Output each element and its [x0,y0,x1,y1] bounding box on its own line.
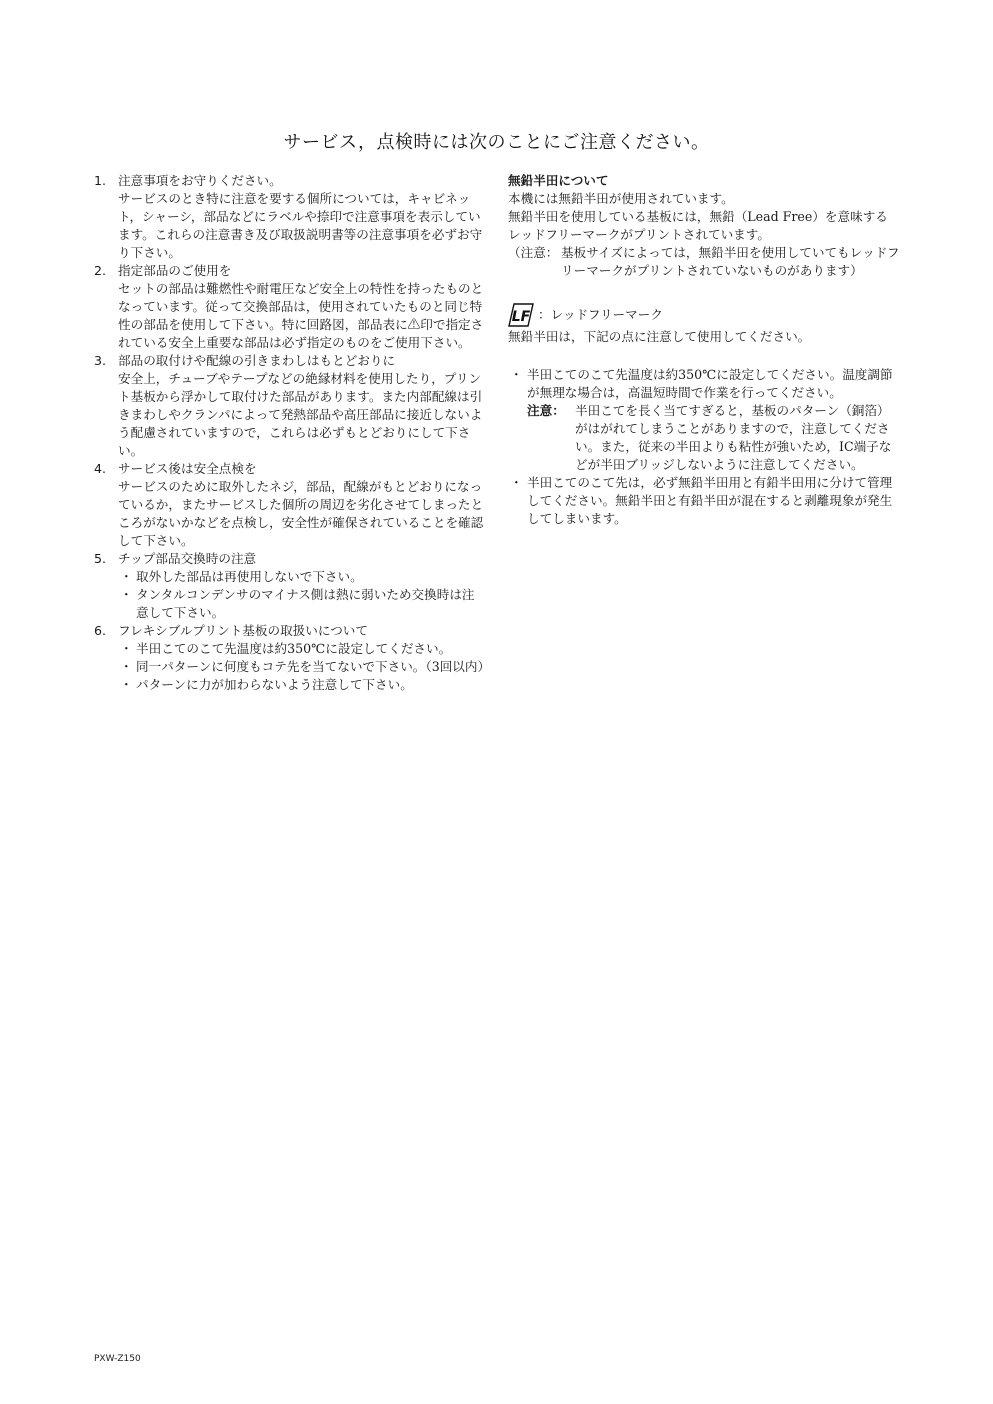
item-heading: サービス後は安全点検を [118,461,257,476]
list-item-5 [94,550,486,622]
left-column [94,172,491,694]
list-item-2 [94,262,486,352]
item-body: セットの部品は難燃性や耐電圧など安全上の特性を持ったものとなっています。従って交換部品は，使用されていたものと同じ特性の部品を使用して下さい。特に回路図，部品表に⚠印で指定されている安全上重要な部品は必ず指定のものをご使用下さい。 [118,281,484,350]
paragraph: 無鉛半田は，下記の点に注意して使用してください。 [508,329,811,344]
bullet-item: ・ パターンに力が加わらないよう注意して下さい。 [120,677,413,692]
item-number: 5. [94,551,107,566]
item-body: 安全上，チューブやテープなどの絶縁材料を使用したり，プリント基板から浮かして取付けた部品があります。また内部配線は引きまわしやクランパによって発熱部品や高圧部品に接近しないよう配慮されていますので，これらは必ずもとどおりにして下さい。 [118,371,483,458]
note-text: 基板サイズによっては，無鉛半田を使用していてもレッドフリーマークがプリントされていないものがあります） [561,245,900,278]
list-item-1 [94,172,486,262]
bullet-item: ・ 半田こてのこて先は，必ず無鉛半田用と有鉛半田用に分けて管理してください。無鉛半田と有鉛半田が混在すると剥離現象が発生してしまいます。 [510,475,893,526]
bullet-dot-icon: ・ [120,587,133,602]
bullet-dot-icon: ・ [120,677,133,692]
lead-free-mark-row [508,302,900,328]
note [508,244,900,280]
item-number: 1. [94,173,107,188]
bullet-dot-icon: ・ [120,641,133,656]
item-heading: 注意事項をお守りください。 [118,173,282,188]
item-heading: チップ部品交換時の注意 [118,551,257,566]
item-number: 2. [94,263,107,278]
list-item-6 [94,622,491,694]
item-heading: 部品の取付けや配線の引きまわしはもとどおりに [118,353,396,368]
model-number: PXW-Z150 [94,1354,141,1364]
note-label: （注意： [508,245,559,260]
item-heading: フレキシブルプリント基板の取扱いについて [118,623,368,638]
caution-text: 半田こてを長く当てすぎると，基板のパターン（銅箔）がはがれてしまうことがありますので，注意してください。また，従来の半田よりも粘性が強いため，IC端子などが半田ブリッジしないように注意してください。 [575,403,892,472]
lead-free-logo-icon [508,303,534,327]
bullet-dot-icon: ・ [510,475,523,490]
item-number: 3. [94,353,107,368]
bullet-item: ・ タンタルコンデンサのマイナス側は熱に弱いため交換時は注意して下さい。 [120,587,475,620]
bullet-dot-icon: ・ [510,367,523,382]
item-number: 4. [94,461,107,476]
item-body: サービスのとき特に注意を要する個所については，キャビネット，シャーシ，部品などにラベルや捺印で注意事項を表示しています。これらの注意書き及び取扱説明書等の注意事項を必ずお守り下さい。 [118,191,483,260]
item-number: 6. [94,623,107,638]
bullet-item: ・ 同一パターンに何度もコテ先を当てないで下さい。（3回以内） [120,659,491,674]
item-heading: 指定部品のご使用を [118,263,232,278]
caution-note [527,402,900,474]
caution-label: 注意： [527,403,565,418]
list-item-3 [94,352,486,460]
section-heading: 無鉛半田について [508,173,609,188]
bullet-item: ・ 半田こてのこて先温度は約350℃に設定してください。 [120,641,452,656]
bullet-item: ・ 取外した部品は再使用しないで下さい。 [120,569,363,584]
svg-text:LF: LF [511,309,531,325]
bullet-dot-icon: ・ [120,569,133,584]
list-item-4 [94,460,486,550]
paragraph: 本機には無鉛半田が使用されています。 [508,191,734,206]
item-body: サービスのために取外したネジ，部品，配線がもとどおりになっているか，またサービスした個所の周辺を劣化させてしまったところがないかなどを点検し，安全性が確保されていることを確認して下さい。 [118,479,484,548]
lead-free-label: ：レッドフリーマーク [538,307,663,322]
bullet-item: ・ 半田こてのこて先温度は約350℃に設定してください。温度調節が無理な場合は，高温短時間で作業を行ってください。 注意： 半田こてを長く当てすぎると，基板のパターン（銅箔）がはがれてしまうことがありますので，注意してください。また，従来の半田よりも粘性が強いため，IC端子などが半田ブリッジしないように注意してください。 [508,366,900,474]
paragraph: 無鉛半田を使用している基板には，無鉛（Lead Free）を意味するレッドフリーマークがプリントされています。 [508,209,888,242]
right-column [508,172,900,528]
page-title: サービス，点検時には次のことにご注意ください。 [283,132,710,153]
bullet-dot-icon: ・ [120,659,133,674]
